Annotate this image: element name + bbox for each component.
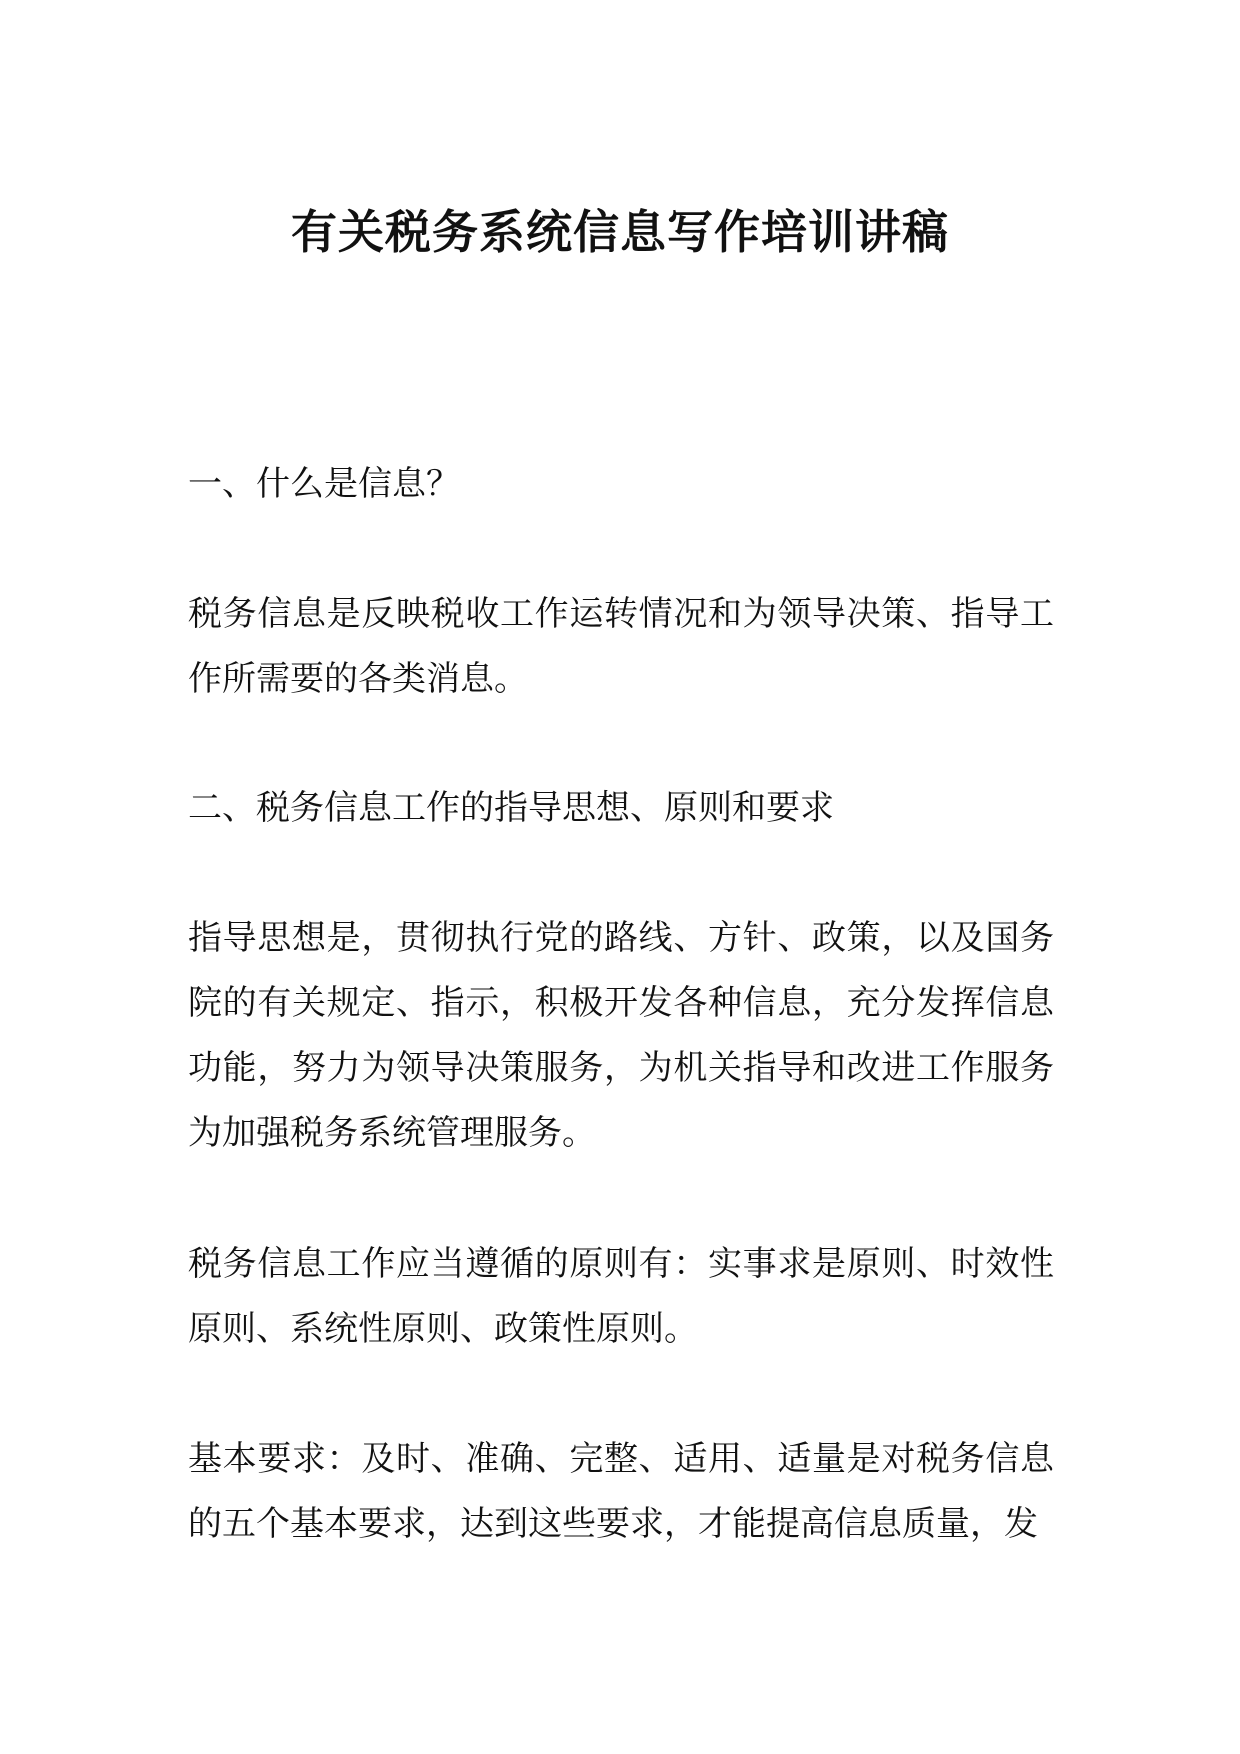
body-paragraph: 基本要求：及时、准确、完整、适用、适量是对税务信息的五个基本要求，达到这些要求，才能提高信息质量，发: [188, 1439, 1054, 1544]
body-paragraph: 税务信息工作应当遵循的原则有：实事求是原则、时效性原则、系统性原则、政策性原则。: [188, 1244, 1054, 1349]
section-heading: 二、税务信息工作的指导思想、原则和要求: [188, 788, 834, 828]
body-paragraph: 税务信息是反映税收工作运转情况和为领导决策、指导工作所需要的各类消息。: [188, 594, 1054, 699]
body-paragraph: 指导思想是，贯彻执行党的路线、方针、政策，以及国务院的有关规定、指示，积极开发各种信息，充分发挥信息功能，努力为领导决策服务，为机关指导和改进工作服务为加强税务系统管理服务。: [188, 918, 1054, 1153]
section-heading: 一、什么是信息？: [188, 464, 460, 504]
document-title: 有关税务系统信息写作培训讲稿: [291, 205, 949, 259]
